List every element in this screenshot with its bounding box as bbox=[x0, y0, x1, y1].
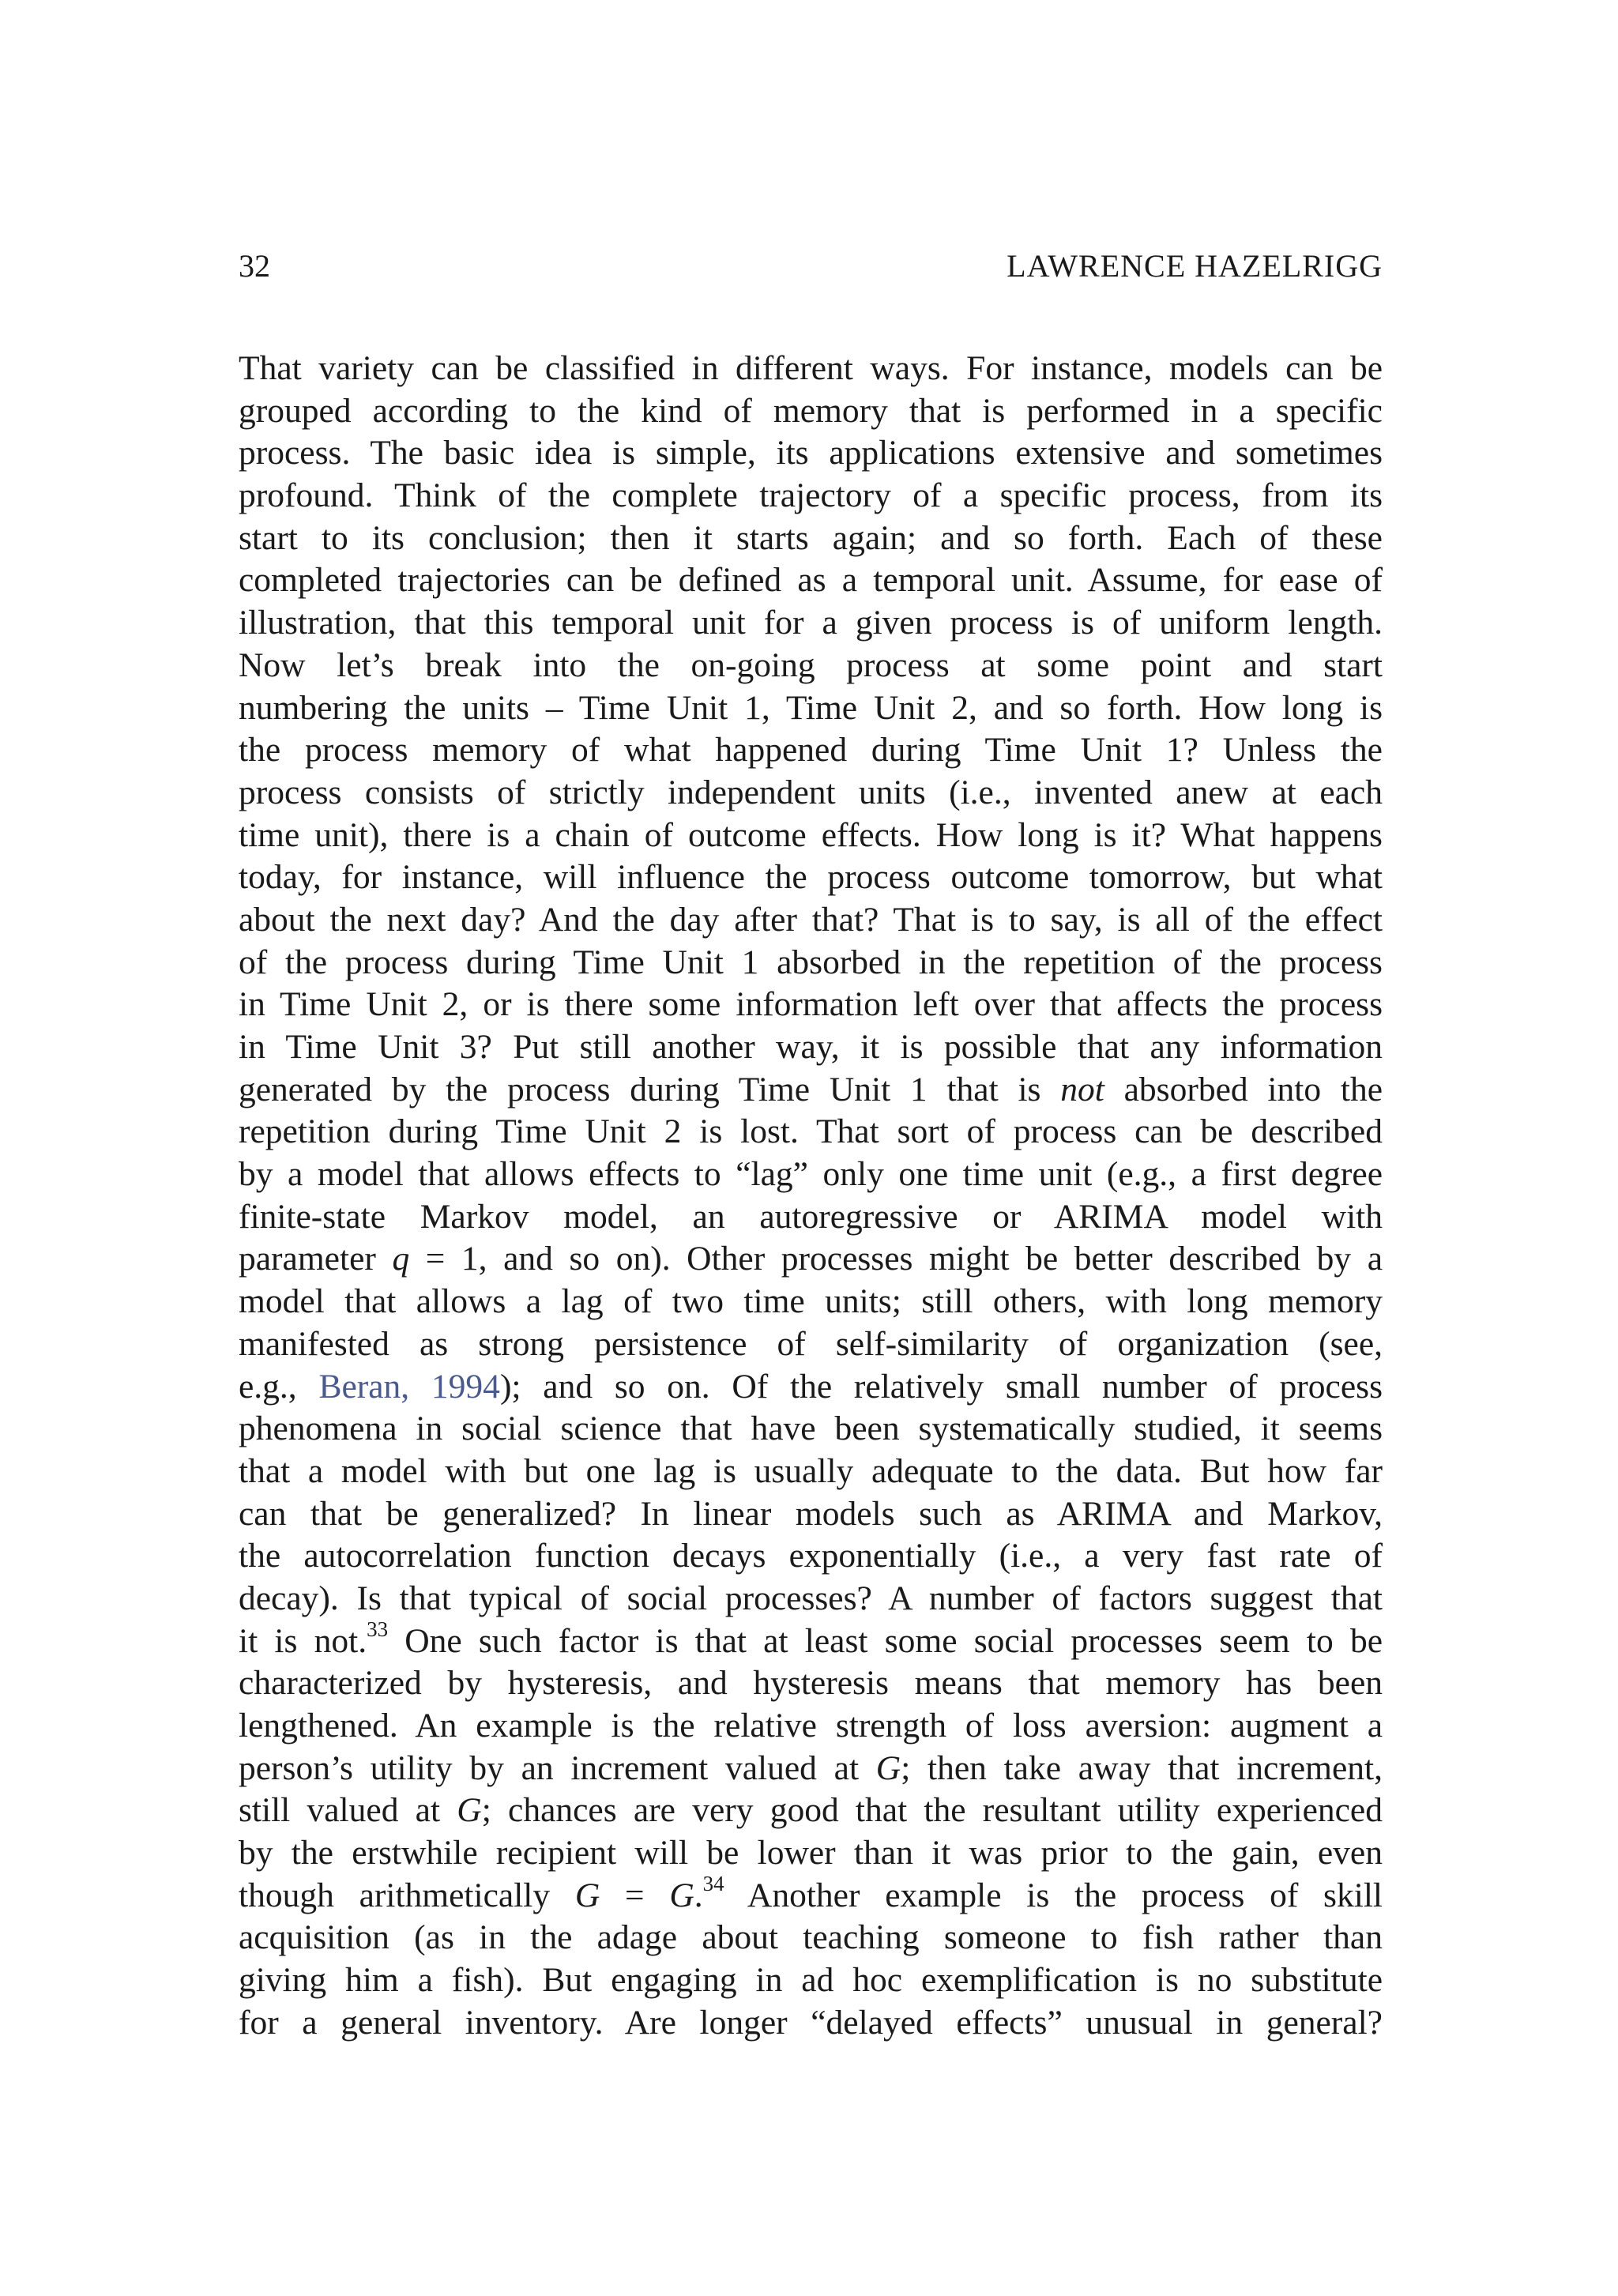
text-line: phenomena in social science that have been systematically studied, it seems bbox=[239, 1410, 1383, 1448]
text-line: by a model that allows effects to “lag” only one time unit (e.g., a first degree bbox=[239, 1155, 1383, 1194]
text-line: model that allows a lag of two time units; still others, with long memory bbox=[239, 1282, 1383, 1321]
text-line: That variety can be classified in different ways. For instance, models can be bbox=[239, 349, 1383, 387]
text-line: parameter q = 1, and so on). Other processes might be better described by a bbox=[239, 1240, 1383, 1278]
math-variable: G bbox=[457, 1791, 482, 1830]
text-line: grouped according to the kind of memory that is performed in a specific bbox=[239, 391, 1383, 430]
text-line: time unit), there is a chain of outcome effects. How long is it? What happens bbox=[239, 815, 1383, 854]
body-paragraph bbox=[239, 348, 1383, 2045]
text-line: still valued at G; chances are very good that the resultant utility experienced bbox=[239, 1791, 1383, 1830]
math-variable: G bbox=[669, 1876, 694, 1914]
footnote-marker[interactable]: 33 bbox=[367, 1620, 389, 1641]
text-line: repetition during Time Unit 2 is lost. That sort of process can be described bbox=[239, 1112, 1383, 1151]
text-line: acquisition (as in the adage about teaching someone to fish rather than bbox=[239, 1918, 1383, 1957]
text-line: illustration, that this temporal unit for a given process is of uniform length. bbox=[239, 604, 1383, 642]
text-line: it is not.$^{33}$ One such factor is that at least some social processes seem to be bbox=[239, 1620, 1383, 1663]
math-variable: G bbox=[875, 1748, 901, 1787]
running-head: LAWRENCE HAZELRIGG bbox=[1007, 248, 1383, 284]
emphasis-text: not bbox=[1060, 1070, 1104, 1108]
text-line: numbering the units – Time Unit 1, Time Unit 2, and so forth. How long is bbox=[239, 688, 1383, 727]
text-line: person’s utility by an increment valued at G; then take away that increment, bbox=[239, 1748, 1383, 1787]
math-variable: q bbox=[392, 1240, 410, 1278]
text-line: of the process during Time Unit 1 absorbed in the repetition of the process bbox=[239, 943, 1383, 981]
text-line: finite-state Markov model, an autoregressive or ARIMA model with bbox=[239, 1197, 1383, 1236]
text-line: process consists of strictly independent units (i.e., invented anew at each bbox=[239, 773, 1383, 811]
text-line: can that be generalized? In linear models such as ARIMA and Markov, bbox=[239, 1494, 1383, 1533]
text-line: e.g., Beran, 1994); and so on. Of the relatively small number of process bbox=[239, 1367, 1383, 1406]
text-line: generated by the process during Time Unit 1 that is not absorbed into the bbox=[239, 1070, 1383, 1108]
text-line: process. The basic idea is simple, its applications extensive and sometimes bbox=[239, 434, 1383, 472]
text-line: lengthened. An example is the relative strength of loss aversion: augment a bbox=[239, 1707, 1383, 1745]
text-line: characterized by hysteresis, and hysteresis means that memory has been bbox=[239, 1664, 1383, 1703]
text-line: the autocorrelation function decays exponentially (i.e., a very fast rate of bbox=[239, 1537, 1383, 1575]
text-line: today, for instance, will influence the process outcome tomorrow, but what bbox=[239, 858, 1383, 897]
text-line: for a general inventory. Are longer “delayed effects” unusual in general? bbox=[239, 2003, 1383, 2042]
text-line: decay). Is that typical of social processes? A number of factors suggest that bbox=[239, 1579, 1383, 1617]
text-line: manifested as strong persistence of self-similarity of organization (see, bbox=[239, 1324, 1383, 1363]
text-line: that a model with but one lag is usually adequate to the data. But how far bbox=[239, 1451, 1383, 1490]
footnote-marker[interactable]: 34 bbox=[702, 1874, 724, 1895]
text-line: by the erstwhile recipient will be lower than it was prior to the gain, even bbox=[239, 1834, 1383, 1873]
math-variable: G bbox=[574, 1876, 600, 1914]
text-line: completed trajectories can be defined as a temporal unit. Assume, for ease of bbox=[239, 561, 1383, 600]
citation-link[interactable]: Beran, 1994 bbox=[318, 1367, 500, 1406]
text-line: giving him a fish). But engaging in ad hoc exemplification is no substitute bbox=[239, 1961, 1383, 2000]
text-line: about the next day? And the day after that? That is to say, is all of the effect bbox=[239, 900, 1383, 939]
text-line: profound. Think of the complete trajectory of a specific process, from its bbox=[239, 476, 1383, 515]
text-line: start to its conclusion; then it starts again; and so forth. Each of these bbox=[239, 518, 1383, 557]
page-header bbox=[239, 247, 1383, 286]
text-line: in Time Unit 3? Put still another way, it is possible that any information bbox=[239, 1028, 1383, 1066]
text-line: though arithmetically G = G.$^{34}$ Another example is the process of skill bbox=[239, 1875, 1383, 1918]
text-line: in Time Unit 2, or is there some information left over that affects the process bbox=[239, 985, 1383, 1024]
page-number: 32 bbox=[239, 248, 270, 284]
text-line: Now let’s break into the on-going process at some point and start bbox=[239, 646, 1383, 684]
text-line: the process memory of what happened during Time Unit 1? Unless the bbox=[239, 731, 1383, 770]
